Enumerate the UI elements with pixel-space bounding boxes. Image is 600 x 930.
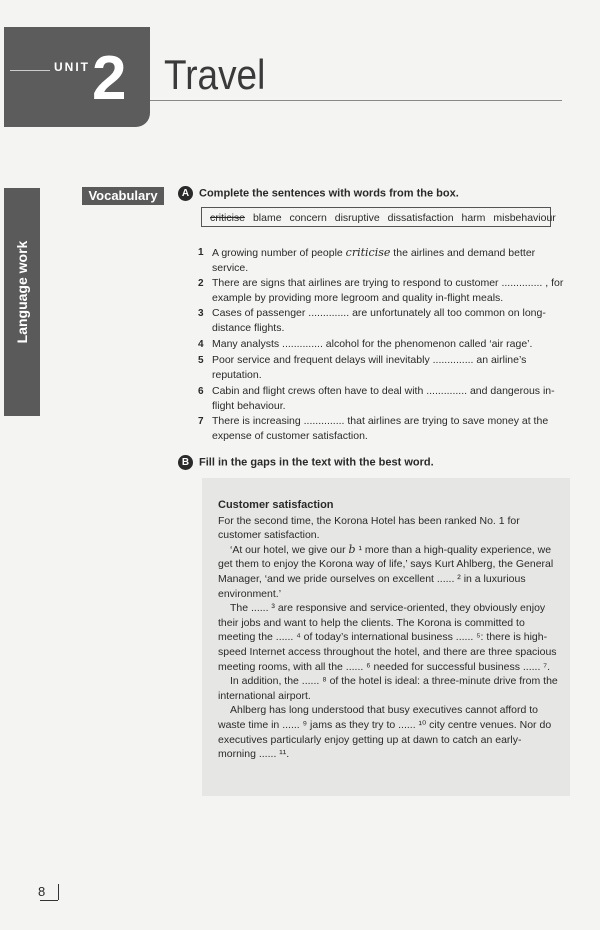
exercise-a-marker: A [178, 186, 193, 201]
exercise-b-instruction [178, 455, 434, 470]
word-box-item: concern [289, 212, 327, 224]
exercise-b-marker: B [178, 455, 193, 470]
reading-text-box [202, 478, 570, 796]
exercise-a-text: Complete the sentences with words from the box. [199, 187, 459, 200]
sentence-4 [200, 337, 570, 352]
word-box-item: misbehaviour [493, 212, 556, 224]
sentence-text: Cases of passenger .............. are unfortunately all too common on long-distance flights. [212, 307, 546, 334]
sentence-text: Many analysts .............. alcohol for the phenomenon called ‘air rage’. [212, 338, 533, 350]
sentence-6 [200, 384, 570, 414]
sentence-5 [200, 353, 570, 383]
unit-banner [4, 27, 150, 127]
sentence-number: 3 [198, 308, 204, 319]
reading-paragraph: The ...... ³ are responsive and service-oriented, they obviously enjoy their jobs and want to help the clients. The Korona is committed to meeting the ...... ⁴ of today’s international business ...... ⁵: there is high-speed Internet access throughout the hotel, and there are three spacious meeting rooms, with all the ...... ⁶ needed for successful business ...... ⁷. [218, 602, 557, 673]
reading-paragraph: In addition, the ...... ⁸ of the hotel is ideal: a three-minute drive from the international airport. [218, 675, 558, 702]
sentence-text: There are signs that airlines are trying to respond to customer .............. , for example by providing more legroom and quality in-flight meals. [212, 277, 564, 304]
paragraph-text: ‘At our hotel, we give our [230, 543, 349, 556]
page-title: Travel [164, 51, 266, 98]
paragraph-text: ¹ more than a high-quality experience, we get them to enjoy the Korona way of life,’ says Kurt Ahlberg, the General Manager, ‘and we pride ourselves on excellent ...... ² in a luxurious environment.’ [218, 543, 554, 600]
sentence-text: Cabin and flight crews often have to deal with .............. and dangerous in-flight behaviour. [212, 385, 555, 412]
word-box [201, 207, 556, 227]
page-number-rule [58, 884, 59, 900]
handwritten-answer: criticise [345, 246, 391, 259]
sentence-1 [200, 245, 570, 276]
sentence-text: Poor service and frequent delays will inevitably .............. an airline’s reputation. [212, 354, 527, 381]
reading-title: Customer satisfaction [218, 499, 334, 511]
word-box-item: dissatisfaction [387, 212, 454, 224]
unit-decor-line [10, 70, 50, 71]
sentence-3 [200, 306, 570, 336]
exercise-a-instruction [178, 186, 459, 201]
page-number: 8 [38, 884, 46, 899]
side-tab-label: Language work [14, 240, 30, 344]
handwritten-answer: b [348, 542, 356, 556]
sentence-number: 7 [198, 416, 204, 427]
word-box-item: disruptive [334, 212, 380, 224]
sentence-number: 1 [198, 247, 204, 258]
reading-paragraph: For the second time, the Korona Hotel has been ranked No. 1 for customer satisfaction. [218, 514, 520, 542]
sentence-2 [200, 276, 570, 306]
sentence-text: the airlines and demand better service. [212, 247, 536, 274]
sentence-text: A growing number of people [212, 247, 346, 259]
sentence-text: There is increasing .............. that airlines are trying to save money at the expense of customer satisfaction. [212, 415, 549, 442]
sentence-number: 5 [198, 355, 204, 366]
section-side-tab [4, 188, 40, 416]
page-number-baseline [40, 900, 58, 901]
unit-number: 2 [92, 44, 127, 113]
title-rule [150, 100, 562, 101]
unit-label: UNIT [54, 60, 90, 74]
reading-paragraph [218, 543, 558, 601]
sentence-7 [200, 414, 570, 444]
exercise-b-text: Fill in the gaps in the text with the best word. [199, 456, 434, 469]
reading-paragraph: Ahlberg has long understood that busy executives cannot afford to waste time in ...... ⁹ jams as they try to ...... ¹⁰ city centre venues. Nor do executives particularly enjoy getting up at dawn to catch an early-morning ...... ¹¹. [218, 704, 552, 761]
vocabulary-label: Vocabulary [82, 187, 164, 205]
word-box-item: harm [461, 212, 486, 224]
word-box-item: criticise [210, 212, 246, 224]
word-box-item: blame [252, 212, 282, 224]
sentence-number: 6 [198, 386, 204, 397]
sentence-number: 4 [198, 339, 204, 350]
sentence-number: 2 [198, 278, 204, 289]
